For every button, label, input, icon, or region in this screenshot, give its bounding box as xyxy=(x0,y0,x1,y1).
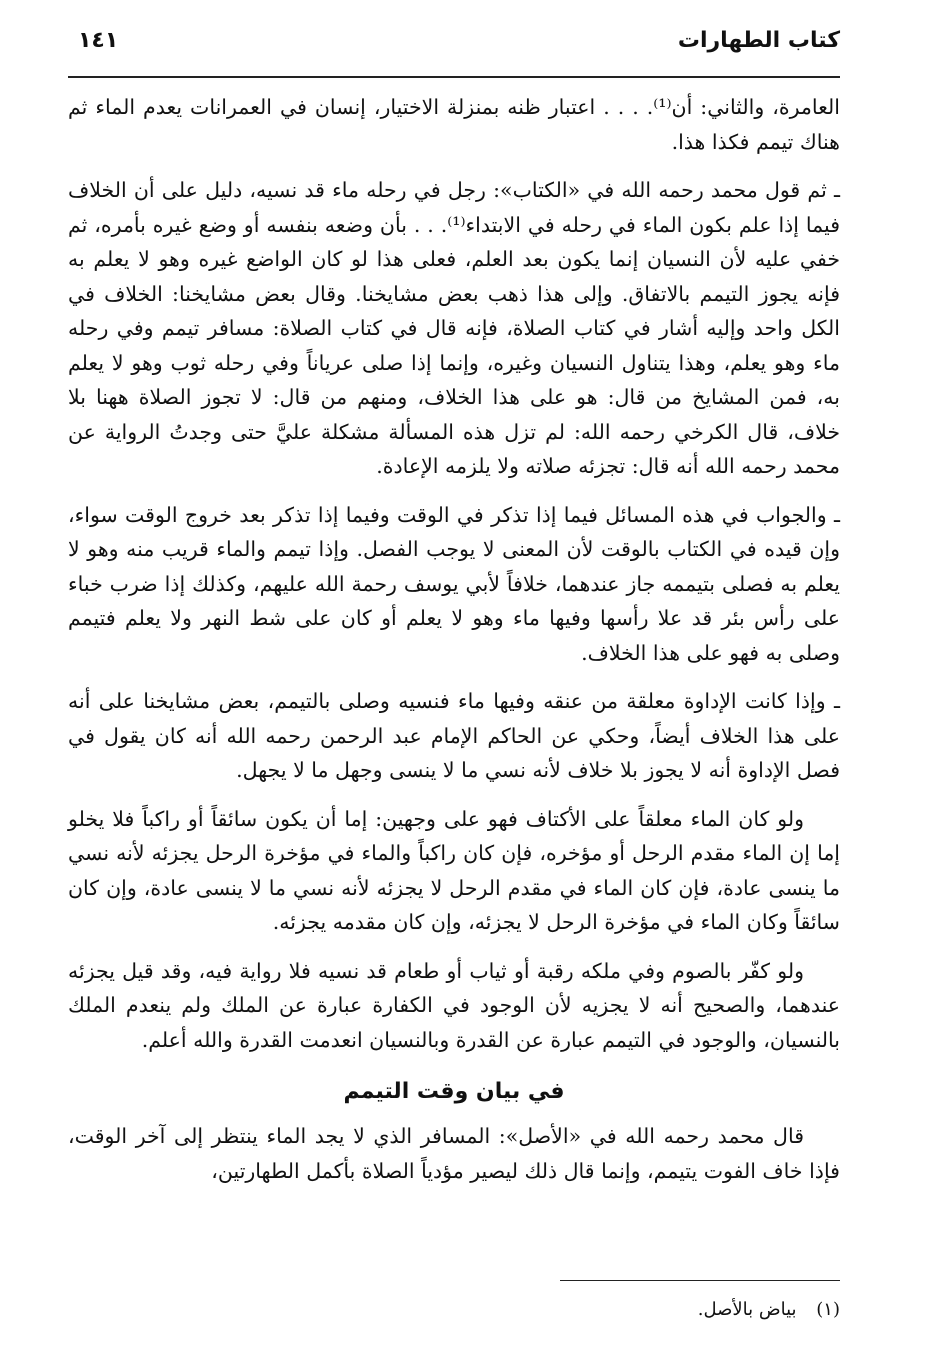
running-title: كتاب الطهارات xyxy=(677,28,840,53)
page-header xyxy=(68,18,840,68)
footnote-rule xyxy=(560,1280,840,1281)
paragraph-1: العامرة، والثاني: أن⁽¹⁾. . . . اعتبار ظنه بمنزلة الاختيار، إنسان في العمرانات يعدم الماء ثم هناك تيمم فكذا هذا. xyxy=(68,95,840,154)
header-rule xyxy=(68,76,840,78)
book-page xyxy=(68,18,840,1338)
page-number: ١٤١ xyxy=(78,28,119,53)
section-paragraph: قال محمد رحمه الله في «الأصل»: المسافر الذي لا يجد الماء ينتظر إلى آخر الوقت، فإذا خاف الفوت يتيمم، وإنما قال ذلك ليصير مؤدياً الصلاة بأكمل الطهارتين، xyxy=(68,1124,840,1183)
paragraph-5: ولو كان الماء معلقاً على الأكتاف فهو على وجهين: إما أن يكون سائقاً أو راكباً فلا يخلو إما إن الماء مقدم الرحل أو مؤخره، فإن كان راكباً والماء في مؤخرة الرحل يجزئه لأنه نسي ما ينسى عادة، فإن كان الماء في مقدم الرحل لا يجزئه لأنه نسي ما لا ينسى عادة، وإن كان سائقاً وكان الماء في مؤخرة الرحل لا يجزئه، وإن كان مقدمه يجزئه. xyxy=(68,806,840,934)
paragraph-2: ـ ثم قول محمد رحمه الله في «الكتاب»: رجل في رحله ماء قد نسيه، دليل على أن الخلاف فيما إذا علم بكون الماء في رحله في الابتداء⁽¹⁾. . . بأن وضعه بنفسه أو وضع غيره بأمره، ثم خفي عليه لأن النسيان إنما يكون بعد العلم، فعلى هذا لو كان الواضع غيره وهو لا يعلم به فإنه يجوز التيمم بالاتفاق. وإلى هذا ذهب بعض مشايخنا. وقال بعض مشايخنا: الخلاف في الكل واحد وإليه أشار في كتاب الصلاة، فإنه قال في كتاب الصلاة: مسافر تيمم وفي رحله ماء وهو يعلم، وهذا يتناول النسيان وغيره، وإنما إذا صلى عرياناً وفي رحله ثوب وهو لا يعلم به، فمن المشايخ من قال: هو على هذا الخلاف، ومنهم من قال: لا تجوز الصلاة ههنا بلا خلاف، قال الكرخي رحمه الله: لم تزل هذه المسألة مشكلة عليَّ حتى وجدتُ الرواية عن محمد رحمه الله أنه قال: تجزئه صلاته ولا يلزمه الإعادة. xyxy=(68,178,841,478)
body-text xyxy=(68,90,840,1202)
paragraph-6: ولو كفّر بالصوم وفي ملكه رقبة أو ثياب أو طعام قد نسيه فلا رواية فيه، وقد قيل يجزئه عندهما، والصحيح أنه لا يجزيه لأن الوجود في الكفارة عبارة عن الملك ولم ينعدم الملك بالنسيان، والوجود في التيمم عبارة عن القدرة وبالنسيان انعدمت القدرة والله أعلم. xyxy=(68,958,840,1052)
footnote-text: بياض بالأصل. xyxy=(697,1299,797,1320)
section-heading: في بيان وقت التيمم xyxy=(343,1079,565,1104)
footnote xyxy=(698,1296,840,1324)
paragraph-4: ـ وإذا كانت الإداوة معلقة من عنقه وفيها ماء فنسيه وصلى بالتيمم، بعض مشايخنا على أنه على هذا الخلاف أيضاً، وحكي عن الحاكم الإمام عبد الرحمن رحمه الله أنه كان يقول في فصل الإداوة أنه لا يجوز بلا خلاف لأنه نسي ما لا ينسى وجهل ما لا يجهل. xyxy=(68,689,840,782)
footnote-number: (١) xyxy=(816,1299,840,1320)
paragraph-3: ـ والجواب في هذه المسائل فيما إذا تذكر في الوقت وفيما إذا تذكر بعد خروج الوقت سواء، وإن قيده في الكتاب بالوقت لأن المعنى لا يوجب الفصل. وإذا تيمم والماء قريب منه وهو لا يعلم به فصلى بتيممه جاز عندهما، خلافاً لأبي يوسف رحمة الله عليهم، وكذلك إذا ضرب خباء على رأس بئر قد علا رأسها وفيها ماء وهو لا يعلم أو كان على شط النهر ولا يعلم فتيمم وصلى به فهو على هذا الخلاف. xyxy=(68,502,840,665)
